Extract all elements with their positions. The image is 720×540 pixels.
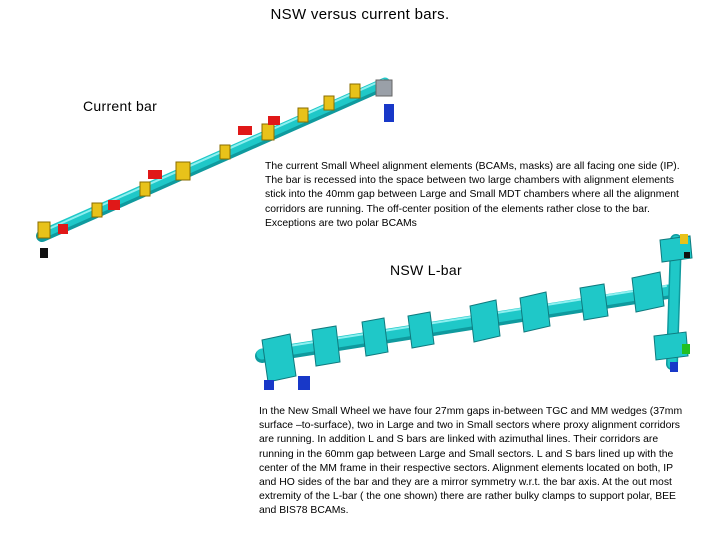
nsw-bar-description: In the New Small Wheel we have four 27mm gaps in-between TGC and MM wedges (37mm surface –to-surface), two in Large and two in Small sectors where proxy alignment corridors are running. In addition L and S bars are linked with azimuthal lines. Their corridors are running in the 60mm gap between Large and Small sectors. L and S bars lined up with the center of the MM frame in their respective sectors. Alignment elements located on both, IP and HO sides of the bar and they are a mirror symmetry w.r.t. the bar axis. At the out most extremity of the L-bar ( the one shown) there are rather bulky clamps to support polar, BEE and BIS78 BCAMs. [259,406,683,517]
current-bar-description: The current Small Wheel alignment elements (BCAMs, masks) are all facing one side (IP). The bar is recessed into the space between two large chambers with alignment elements stick into the 40mm gap between Large and Small MDT chambers where all the alignment corridors are running. The off-center position of the elements rather close to the bar. Exceptions are two polar BCAMs [265,161,680,229]
current-bar-label: Current bar [83,98,158,114]
slide-title: NSW versus current bars. [270,6,450,23]
nsw-bar-label: NSW L-bar [390,262,462,278]
nsw-lbar-clamps [262,236,692,382]
